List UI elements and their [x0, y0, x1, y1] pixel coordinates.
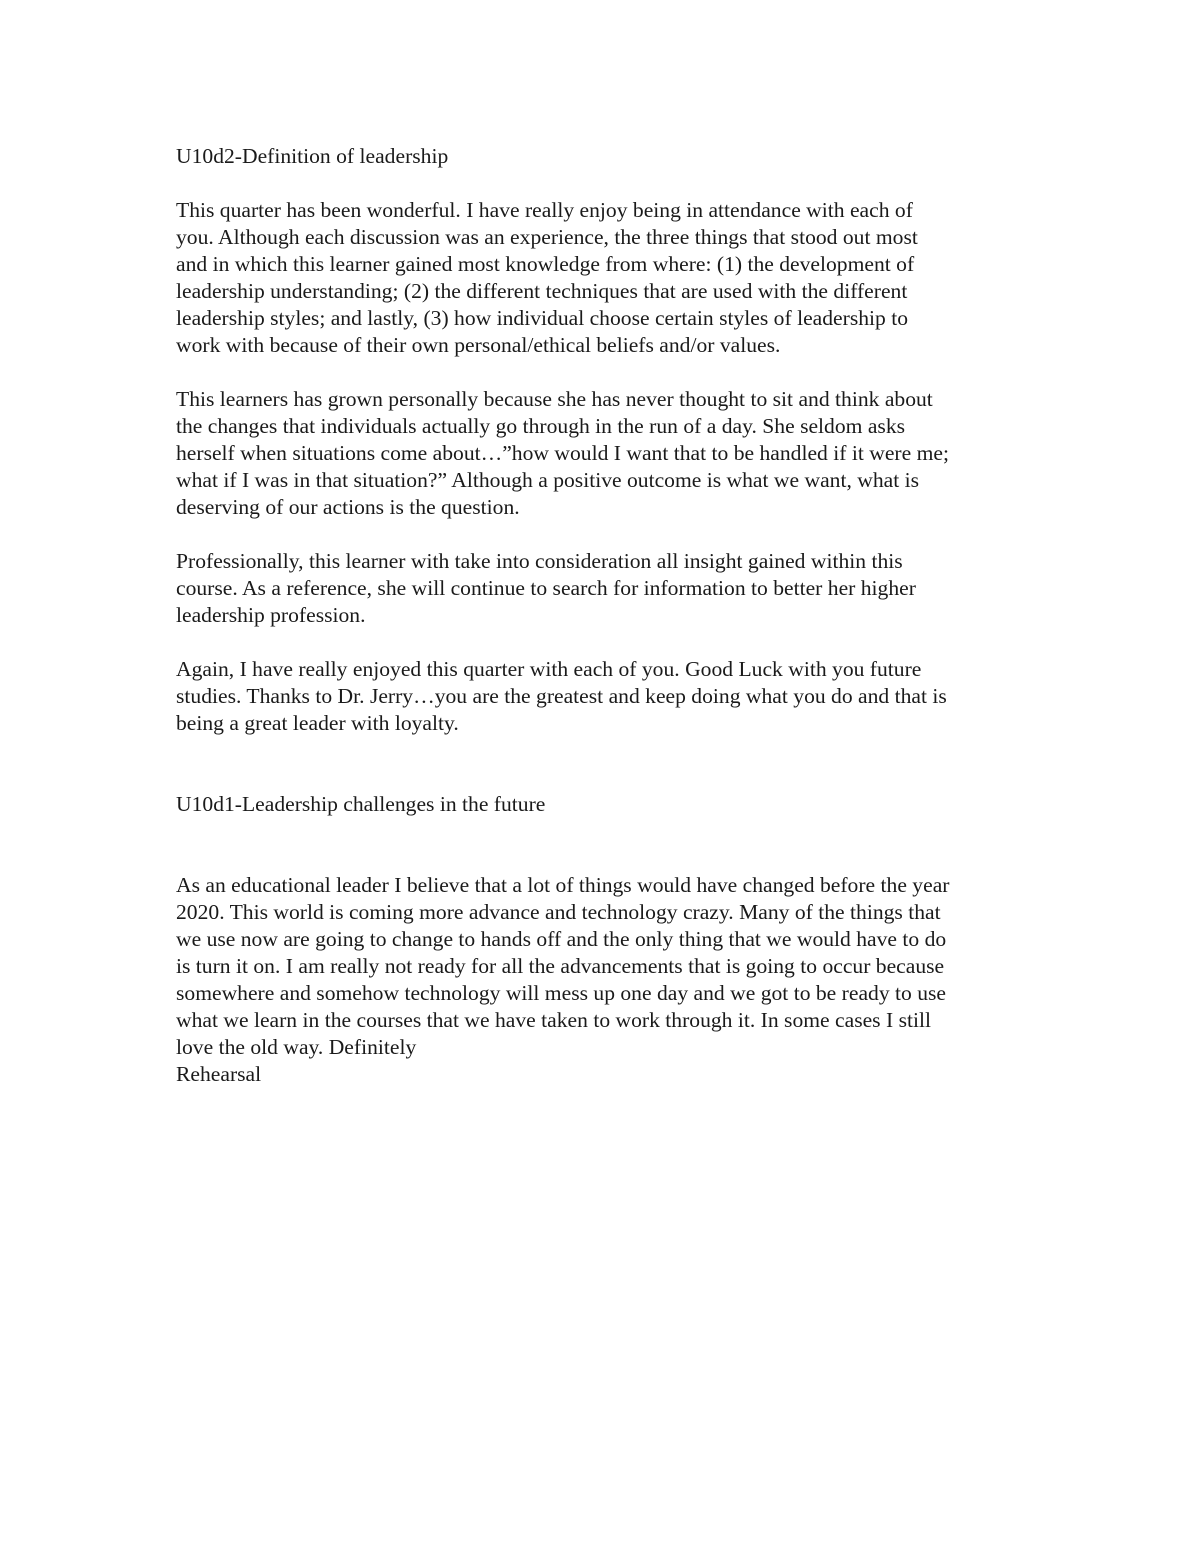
- paragraph-line: is turn it on. I am really not ready for all the advancements that is going to occur because: [176, 954, 945, 978]
- paragraph: [176, 197, 1036, 359]
- paragraph-line: leadership profession.: [176, 603, 366, 627]
- paragraph-line: we use now are going to change to hands off and the only thing that we would have to do: [176, 927, 947, 951]
- spacer: [176, 818, 1036, 872]
- document-body: [176, 143, 1036, 1088]
- section-title-leadership-challenges: U10d1-Leadership challenges in the future: [176, 792, 546, 816]
- paragraph: [176, 386, 1036, 521]
- paragraph-line: leadership styles; and lastly, (3) how individual choose certain styles of leadership to: [176, 306, 909, 330]
- paragraph-line: leadership understanding; (2) the different techniques that are used with the different: [176, 279, 908, 303]
- paragraph-line: the changes that individuals actually go through in the run of a day. She seldom asks: [176, 414, 906, 438]
- paragraph-line: Professionally, this learner with take into consideration all insight gained within this: [176, 549, 903, 573]
- paragraph-line: what if I was in that situation?” Although a positive outcome is what we want, what is: [176, 468, 920, 492]
- spacer: [176, 629, 1036, 656]
- spacer: [176, 170, 1036, 197]
- paragraph-line: and in which this learner gained most knowledge from where: (1) the development of: [176, 252, 915, 276]
- paragraph-line: being a great leader with loyalty.: [176, 711, 459, 735]
- paragraph-line: As an educational leader I believe that a lot of things would have changed before the year: [176, 873, 950, 897]
- paragraph-line: This quarter has been wonderful. I have really enjoy being in attendance with each of: [176, 198, 913, 222]
- spacer: [176, 737, 1036, 791]
- paragraph: [176, 548, 1036, 629]
- paragraph-line: deserving of our actions is the question.: [176, 495, 520, 519]
- spacer: [176, 521, 1036, 548]
- paragraph: [176, 872, 1036, 1088]
- paragraph-line: Again, I have really enjoyed this quarter with each of you. Good Luck with you future: [176, 657, 922, 681]
- paragraph-line: you. Although each discussion was an experience, the three things that stood out most: [176, 225, 918, 249]
- section-title-definition-of-leadership: U10d2-Definition of leadership: [176, 144, 449, 168]
- paragraph-line: work with because of their own personal/ethical beliefs and/or values.: [176, 333, 781, 357]
- paragraph-line: Rehearsal: [176, 1062, 262, 1086]
- paragraph-line: course. As a reference, she will continue to search for information to better her higher: [176, 576, 916, 600]
- paragraph-line: what we learn in the courses that we have taken to work through it. In some cases I still: [176, 1008, 931, 1032]
- paragraph-line: 2020. This world is coming more advance and technology crazy. Many of the things that: [176, 900, 941, 924]
- spacer: [176, 359, 1036, 386]
- paragraph-line: This learners has grown personally because she has never thought to sit and think about: [176, 387, 933, 411]
- paragraph-line: somewhere and somehow technology will mess up one day and we got to be ready to use: [176, 981, 946, 1005]
- paragraph-line: studies. Thanks to Dr. Jerry…you are the greatest and keep doing what you do and that is: [176, 684, 947, 708]
- paragraph-line: herself when situations come about…”how would I want that to be handled if it were me;: [176, 441, 949, 465]
- paragraph-line: love the old way. Definitely: [176, 1035, 417, 1059]
- paragraph: [176, 656, 1036, 737]
